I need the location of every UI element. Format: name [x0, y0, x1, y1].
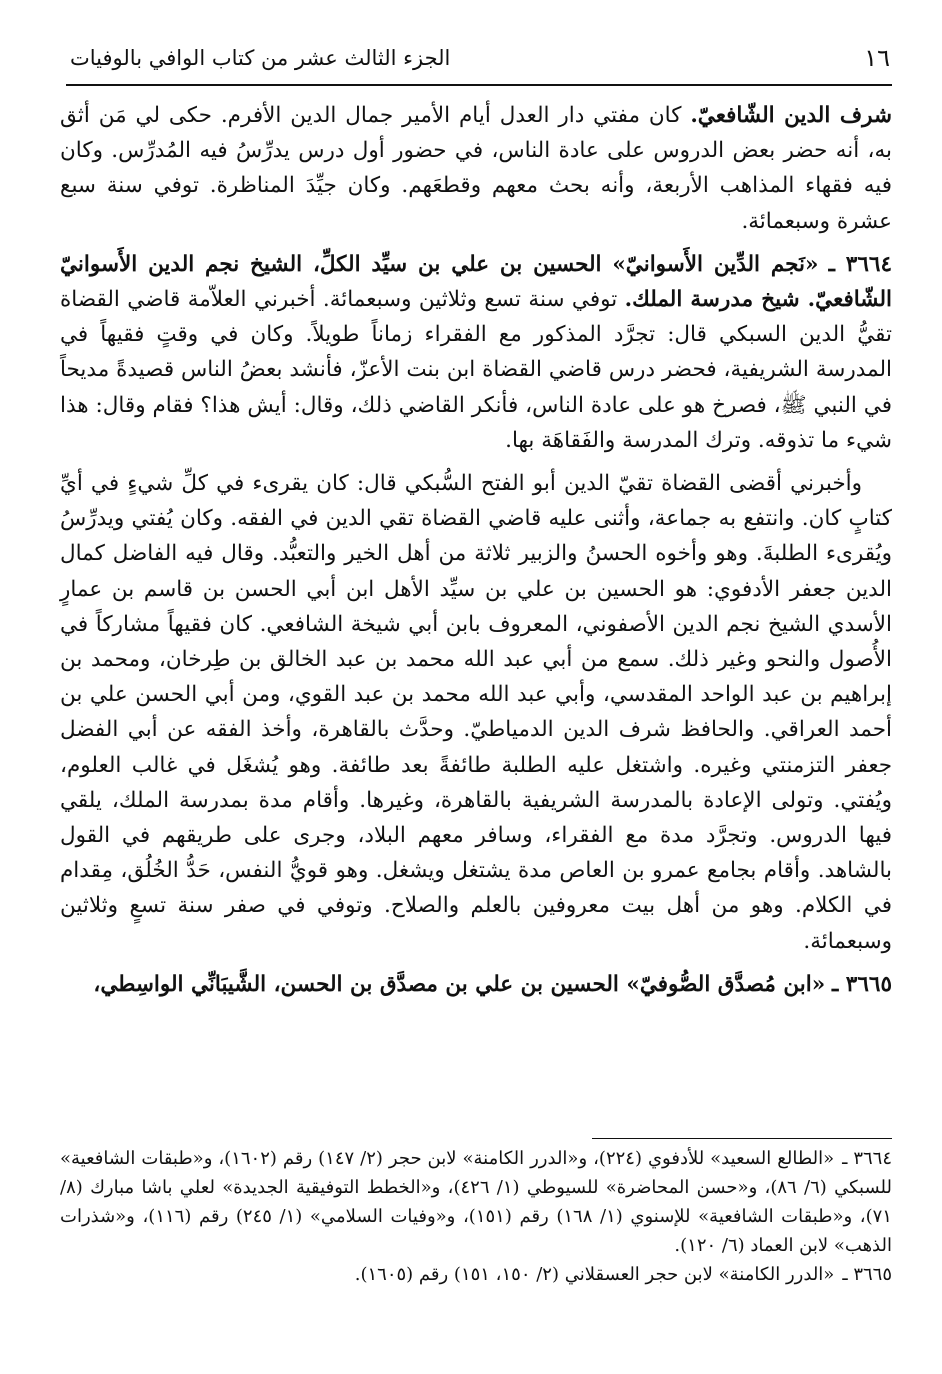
footnote-3664-text: «الطالع السعيد» للأدفوي (٢٢٤)، و«الدرر الكامنة» لابن حجر (٢/ ١٤٧) رقم (١٦٠٢)، و«طبقات الشافعية» للسبكي (٦/ ٨٦)، و«حسن المحاضرة» للسيوطي (١/ ٤٢٦)، و«الخطط التوفيقية الجديدة» لعلي باشا مبارك (٨/ ٧١)، و«طبقات الشافعية» للإسنوي (١/ ١٦٨) رقم (١٥١)، و«وفيات السلامي» (١/ ٢٤٥) رقم (١١٦)، و«شذرات الذهب» لابن العماد (٦/ ١٢٠). [60, 1148, 892, 1256]
entry-3665-number: ٣٦٦٥ ـ [832, 971, 892, 997]
footnote-3665 [60, 1260, 892, 1289]
paragraph-1 [60, 98, 892, 239]
page-header [70, 38, 890, 78]
paragraph-1-lead: شرف الدين الشّافعيّ. [690, 103, 892, 128]
entry-3664-text: توفي سنة تسع وثلاثين وسبعمائة. أخبرني العلاّمة قاضي القضاة تقيُّ الدين السبكي قال: تجرَّد المذكور مع الفقراء زماناً طويلاً. وكان في وقتٍ فقيهاً في المدرسة الشريفية، فحضر درس قاضي القضاة ابن بنت الأعزّ، فأنشد بعضُ الناس قصيدةً مديحاً في النبي ﷺ، فصرخ هو على عادة الناس، فأنكر القاضي ذلك، وقال: أيش هذا؟ فقام وقال: هذا شيء ما تذوقه. وترك المدرسة والفَقاهَة بها. [60, 287, 892, 453]
footnote-3665-text: «الدرر الكامنة» لابن حجر العسقلاني (٢/ ١٥٠، ١٥١) رقم (١٦٠٥). [354, 1264, 835, 1285]
entry-3664 [60, 247, 892, 458]
footnote-3664-number: ٣٦٦٤ ـ [842, 1148, 893, 1169]
main-text [60, 98, 892, 1010]
paragraph-3-text: وأخبرني أقضى القضاة تقيّ الدين أبو الفتح السُّبكي قال: كان يقرىء في كلِّ شيءٍ في أيِّ كتابٍ كان. وانتفع به جماعة، وأثنى عليه قاضي القضاة تقي الدين في الفقه. وكان يُفتي ويدرِّسُ ويُقرىء الطلبةَ. وهو وأخوه الحسنُ والزبير ثلاثة من أهل الخير والتعبُّد. وقال فيه الفاضل كمال الدين جعفر الأدفوي: هو الحسين بن علي بن سيِّد الأهل ابن أبي الحسن بن قاسم بن عمارٍ الأسدي الشيخ نجم الدين الأصفوني، المعروف بابن أبي شيخة الشافعي. كان فقيهاً مشاركاً في الأُصول والنحو وغير ذلك. سمع من أبي عبد الله محمد بن عبد الخالق بن طِرخان، ومحمد بن إبراهيم بن عبد الواحد المقدسي، وأبي عبد الله محمد بن عبد القوي، ومن أبي الحسن علي بن أحمد العراقي. والحافظ شرف الدين الدمياطيّ. وحدَّث بالقاهرة، وأخذ الفقه عن أبي الفضل جعفر التزمنتي وغيره. واشتغل عليه الطلبة طائفةً بعد طائفة. وهو يُشغَل في غالب العلوم، ويُفتي. وتولى الإعادة بالمدرسة الشريفية بالقاهرة، وغيرها. وأقام مدة بمدرسة الملك، يلقي فيها الدروس. وتجرَّد مدة مع الفقراء، وسافر معهم البلاد، وجرى على طريقهم في القول بالشاهد. وأقام بجامع عمرو بن العاص مدة يشتغل ويشغل. وهو قويُّ النفس، حَدُّ الخُلُق، مِقدام في الكلام. وهو من أهل بيت معروفين بالعلم والصلاح. وتوفي في صفر سنة تسعٍ وثلاثين وسبعمائة. [60, 471, 892, 954]
entry-3665 [60, 967, 892, 1002]
entry-3664-number: ٣٦٦٤ ـ [828, 251, 892, 277]
footnotes [60, 1144, 892, 1289]
running-title: الجزء الثالث عشر من كتاب الوافي بالوفيات [70, 46, 451, 70]
footnote-divider [592, 1138, 892, 1139]
paragraph-1-text: كان مفتي دار العدل أيام الأمير جمال الدين الأفرم. حكى لي مَن أثق به، أنه حضر بعض الدروس على عادة الناس، في حضور أول درس يدرِّسُ فيه المُدرِّس. وكان فيه فقهاء المذاهب الأربعة، وأنه بحث معهم وقطعَهم. وكان جيِّدَ المناظرة. توفي سنة سبع عشرة وسبعمائة. [60, 103, 892, 234]
header-divider [66, 84, 892, 86]
footnote-3665-number: ٣٦٦٥ ـ [842, 1264, 892, 1285]
paragraph-3 [60, 466, 892, 959]
entry-3665-lead: «ابن مُصدَّق الصُّوفيّ» الحسين بن علي بن مصدَّق بن الحسن، الشَّيبَانِّي الواسِطي، [93, 971, 826, 997]
page-number: ١٦ [864, 44, 890, 72]
footnote-3664 [60, 1144, 892, 1260]
entry-3664-lead: «نَجم الدِّين الأَسوانيّ» الحسين بن علي بن سيِّد الكلِّ، الشيخ نجم الدين الأَسوانيّ الشّافعيّ. شيخ مدرسة الملك. [60, 251, 892, 313]
